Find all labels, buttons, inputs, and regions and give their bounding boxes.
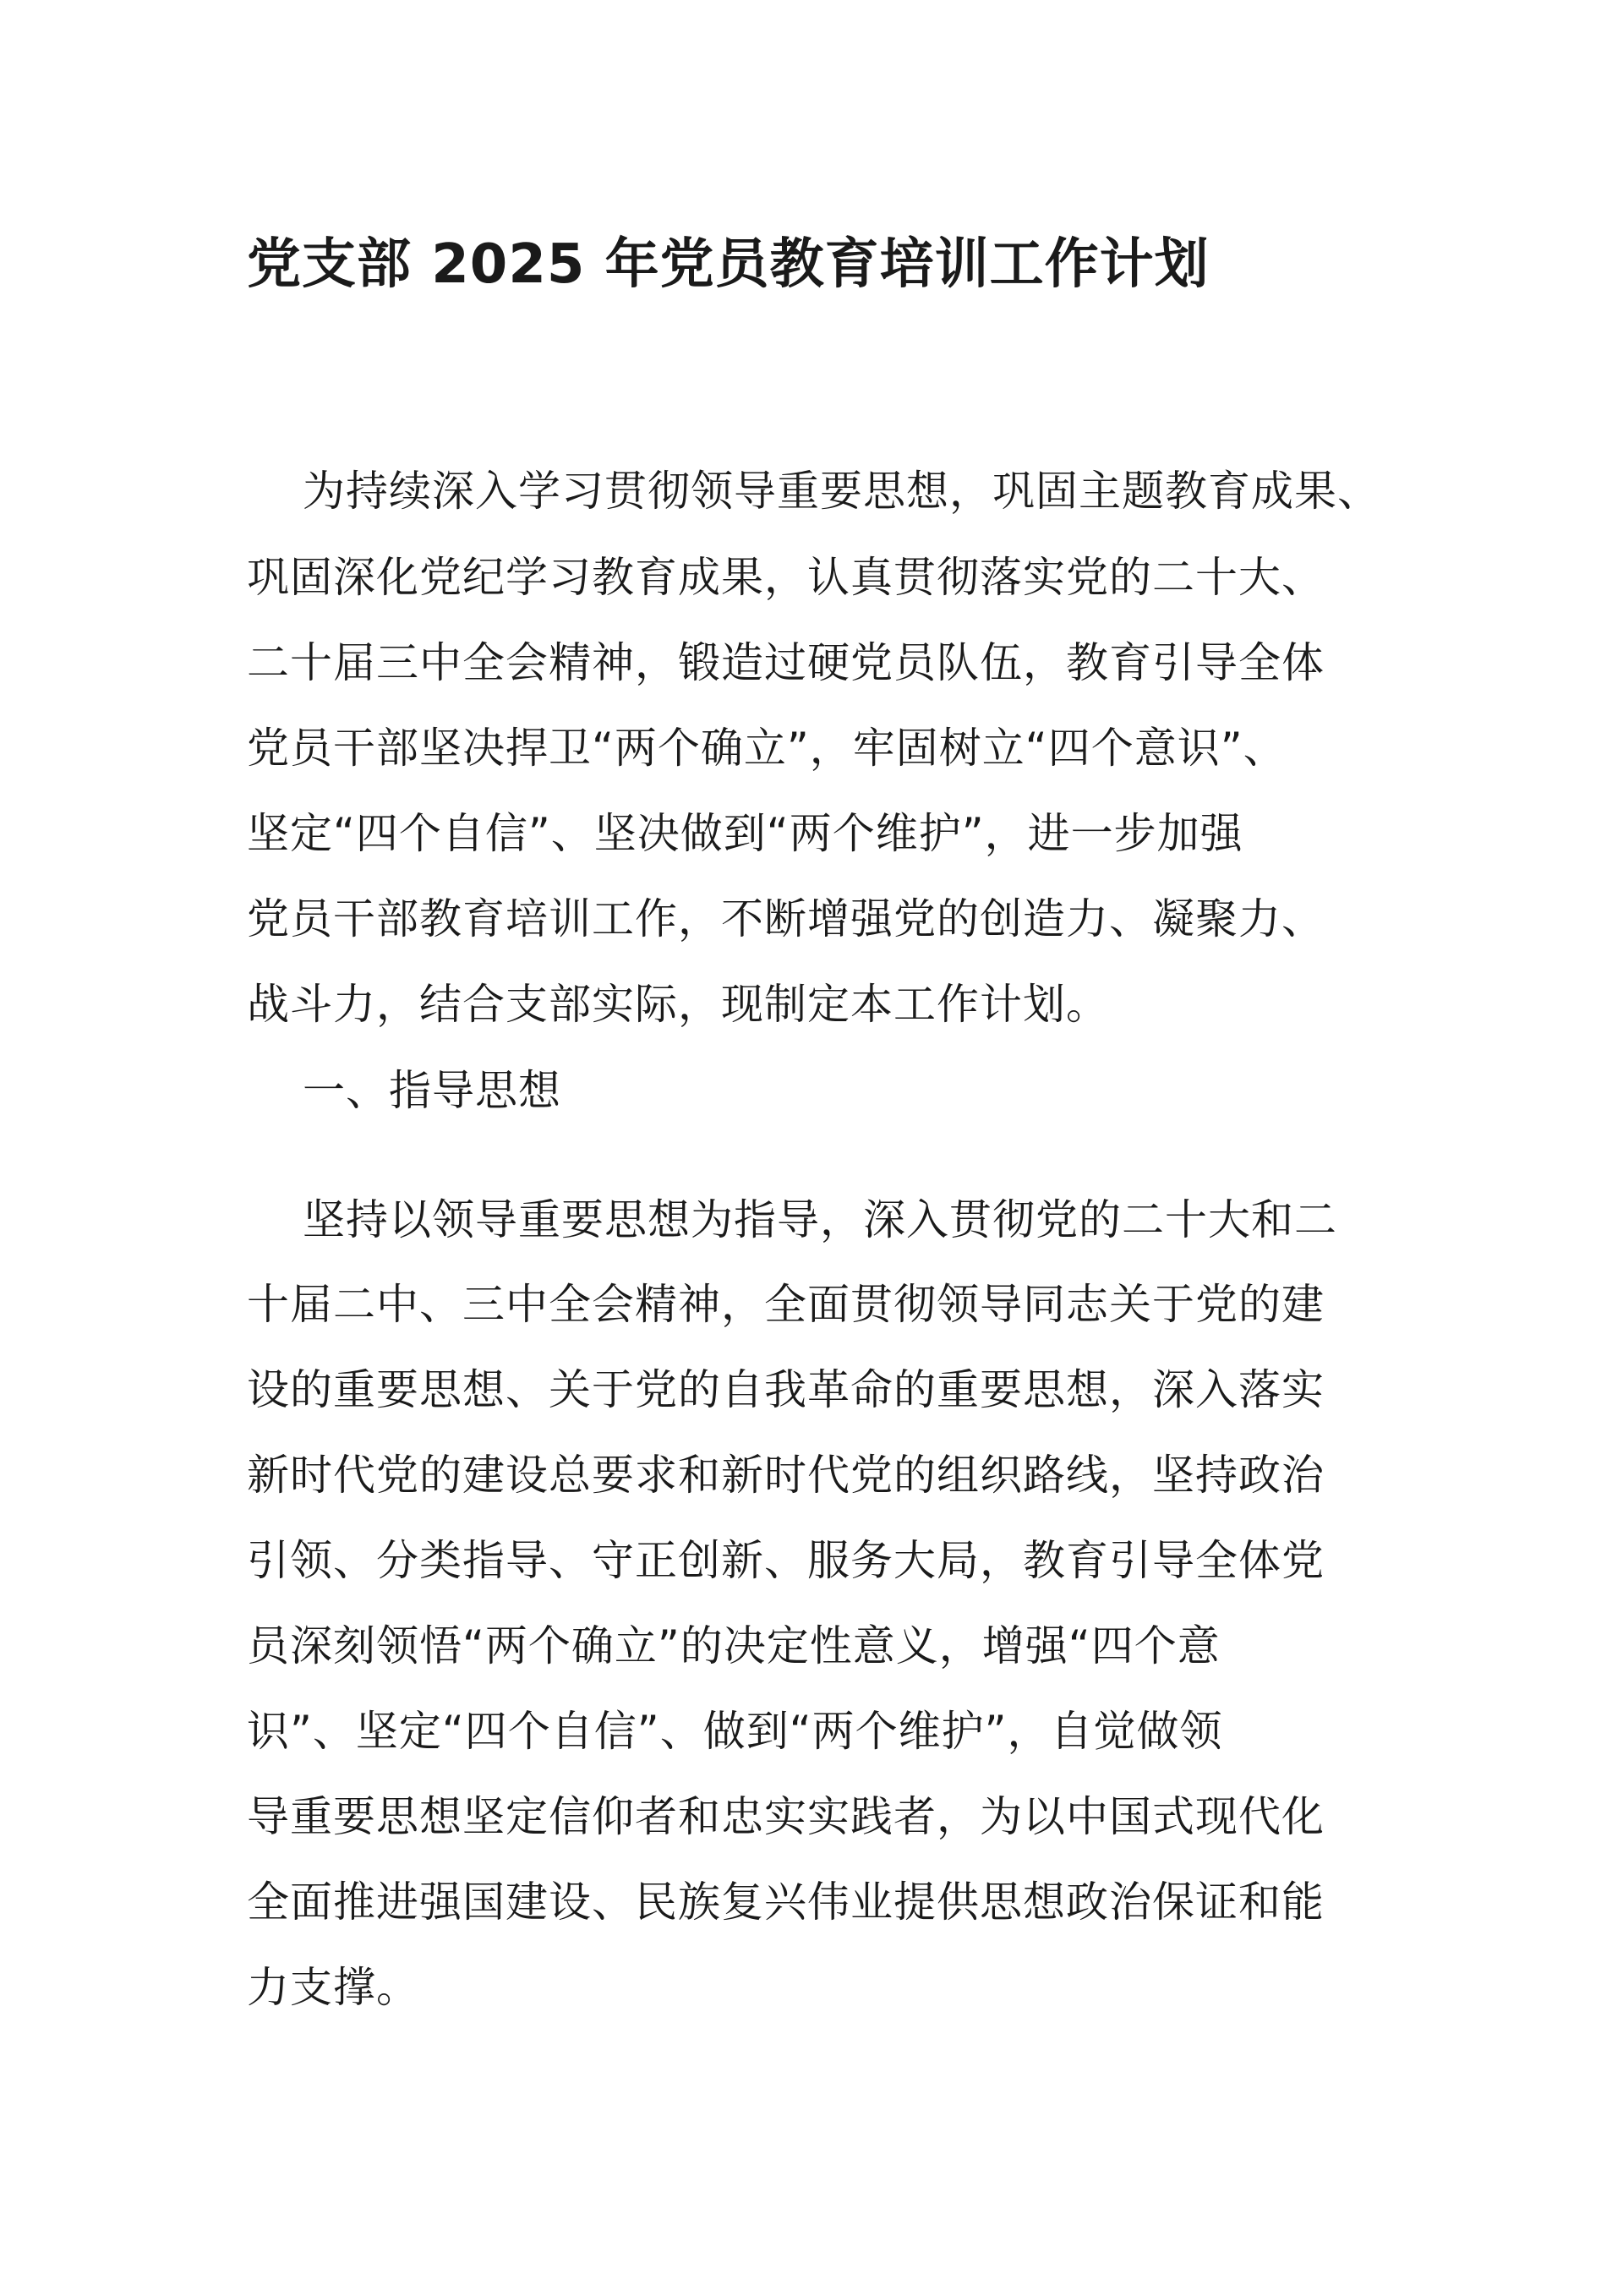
intro-line: 二十届三中全会精神，锻造过硬党员队伍，教育引导全体 xyxy=(247,638,1325,687)
section-line: 识”、坚定“四个自信”、做到“两个维护”，自觉做领 xyxy=(247,1707,1223,1756)
section-line: 导重要思想坚定信仰者和忠实实践者，为以中国式现代化 xyxy=(247,1792,1325,1841)
section-line: 设的重要思想、关于党的自我革命的重要思想，深入落实 xyxy=(247,1365,1325,1414)
intro-line: 党员干部教育培训工作，不断增强党的创造力、凝聚力、 xyxy=(247,894,1325,943)
intro-line: 坚定“四个自信”、坚决做到“两个维护”，进一步加强 xyxy=(247,809,1243,858)
section-line: 引领、分类指导、守正创新、服务大局，教育引导全体党 xyxy=(247,1536,1325,1585)
section-line: 新时代党的建设总要求和新时代党的组织路线，坚持政治 xyxy=(247,1451,1325,1500)
intro-line: 巩固深化党纪学习教育成果，认真贯彻落实党的二十大、 xyxy=(247,553,1325,602)
section-line: 坚持以领导重要思想为指导，深入贯彻党的二十大和二 xyxy=(303,1195,1337,1244)
section-line: 员深刻领悟“两个确立”的决定性意义，增强“四个意 xyxy=(247,1621,1221,1670)
section-line: 力支撑。 xyxy=(247,1963,419,2012)
intro-line: 战斗力，结合支部实际，现制定本工作计划。 xyxy=(247,980,1109,1029)
intro-line: 为持续深入学习贯彻领导重要思想，巩固主题教育成果、 xyxy=(303,467,1380,516)
section-heading: 一、指导思想 xyxy=(303,1066,561,1115)
section-line: 十届二中、三中全会精神，全面贯彻领导同志关于党的建 xyxy=(247,1280,1325,1329)
intro-line: 党员干部坚决捍卫“两个确立”，牢固树立“四个意识”、 xyxy=(247,724,1287,773)
document-title: 党支部 2025 年党员教育培训工作计划 xyxy=(247,233,1210,296)
section-line: 全面推进强国建设、民族复兴伟业提供思想政治保证和能 xyxy=(247,1878,1325,1927)
